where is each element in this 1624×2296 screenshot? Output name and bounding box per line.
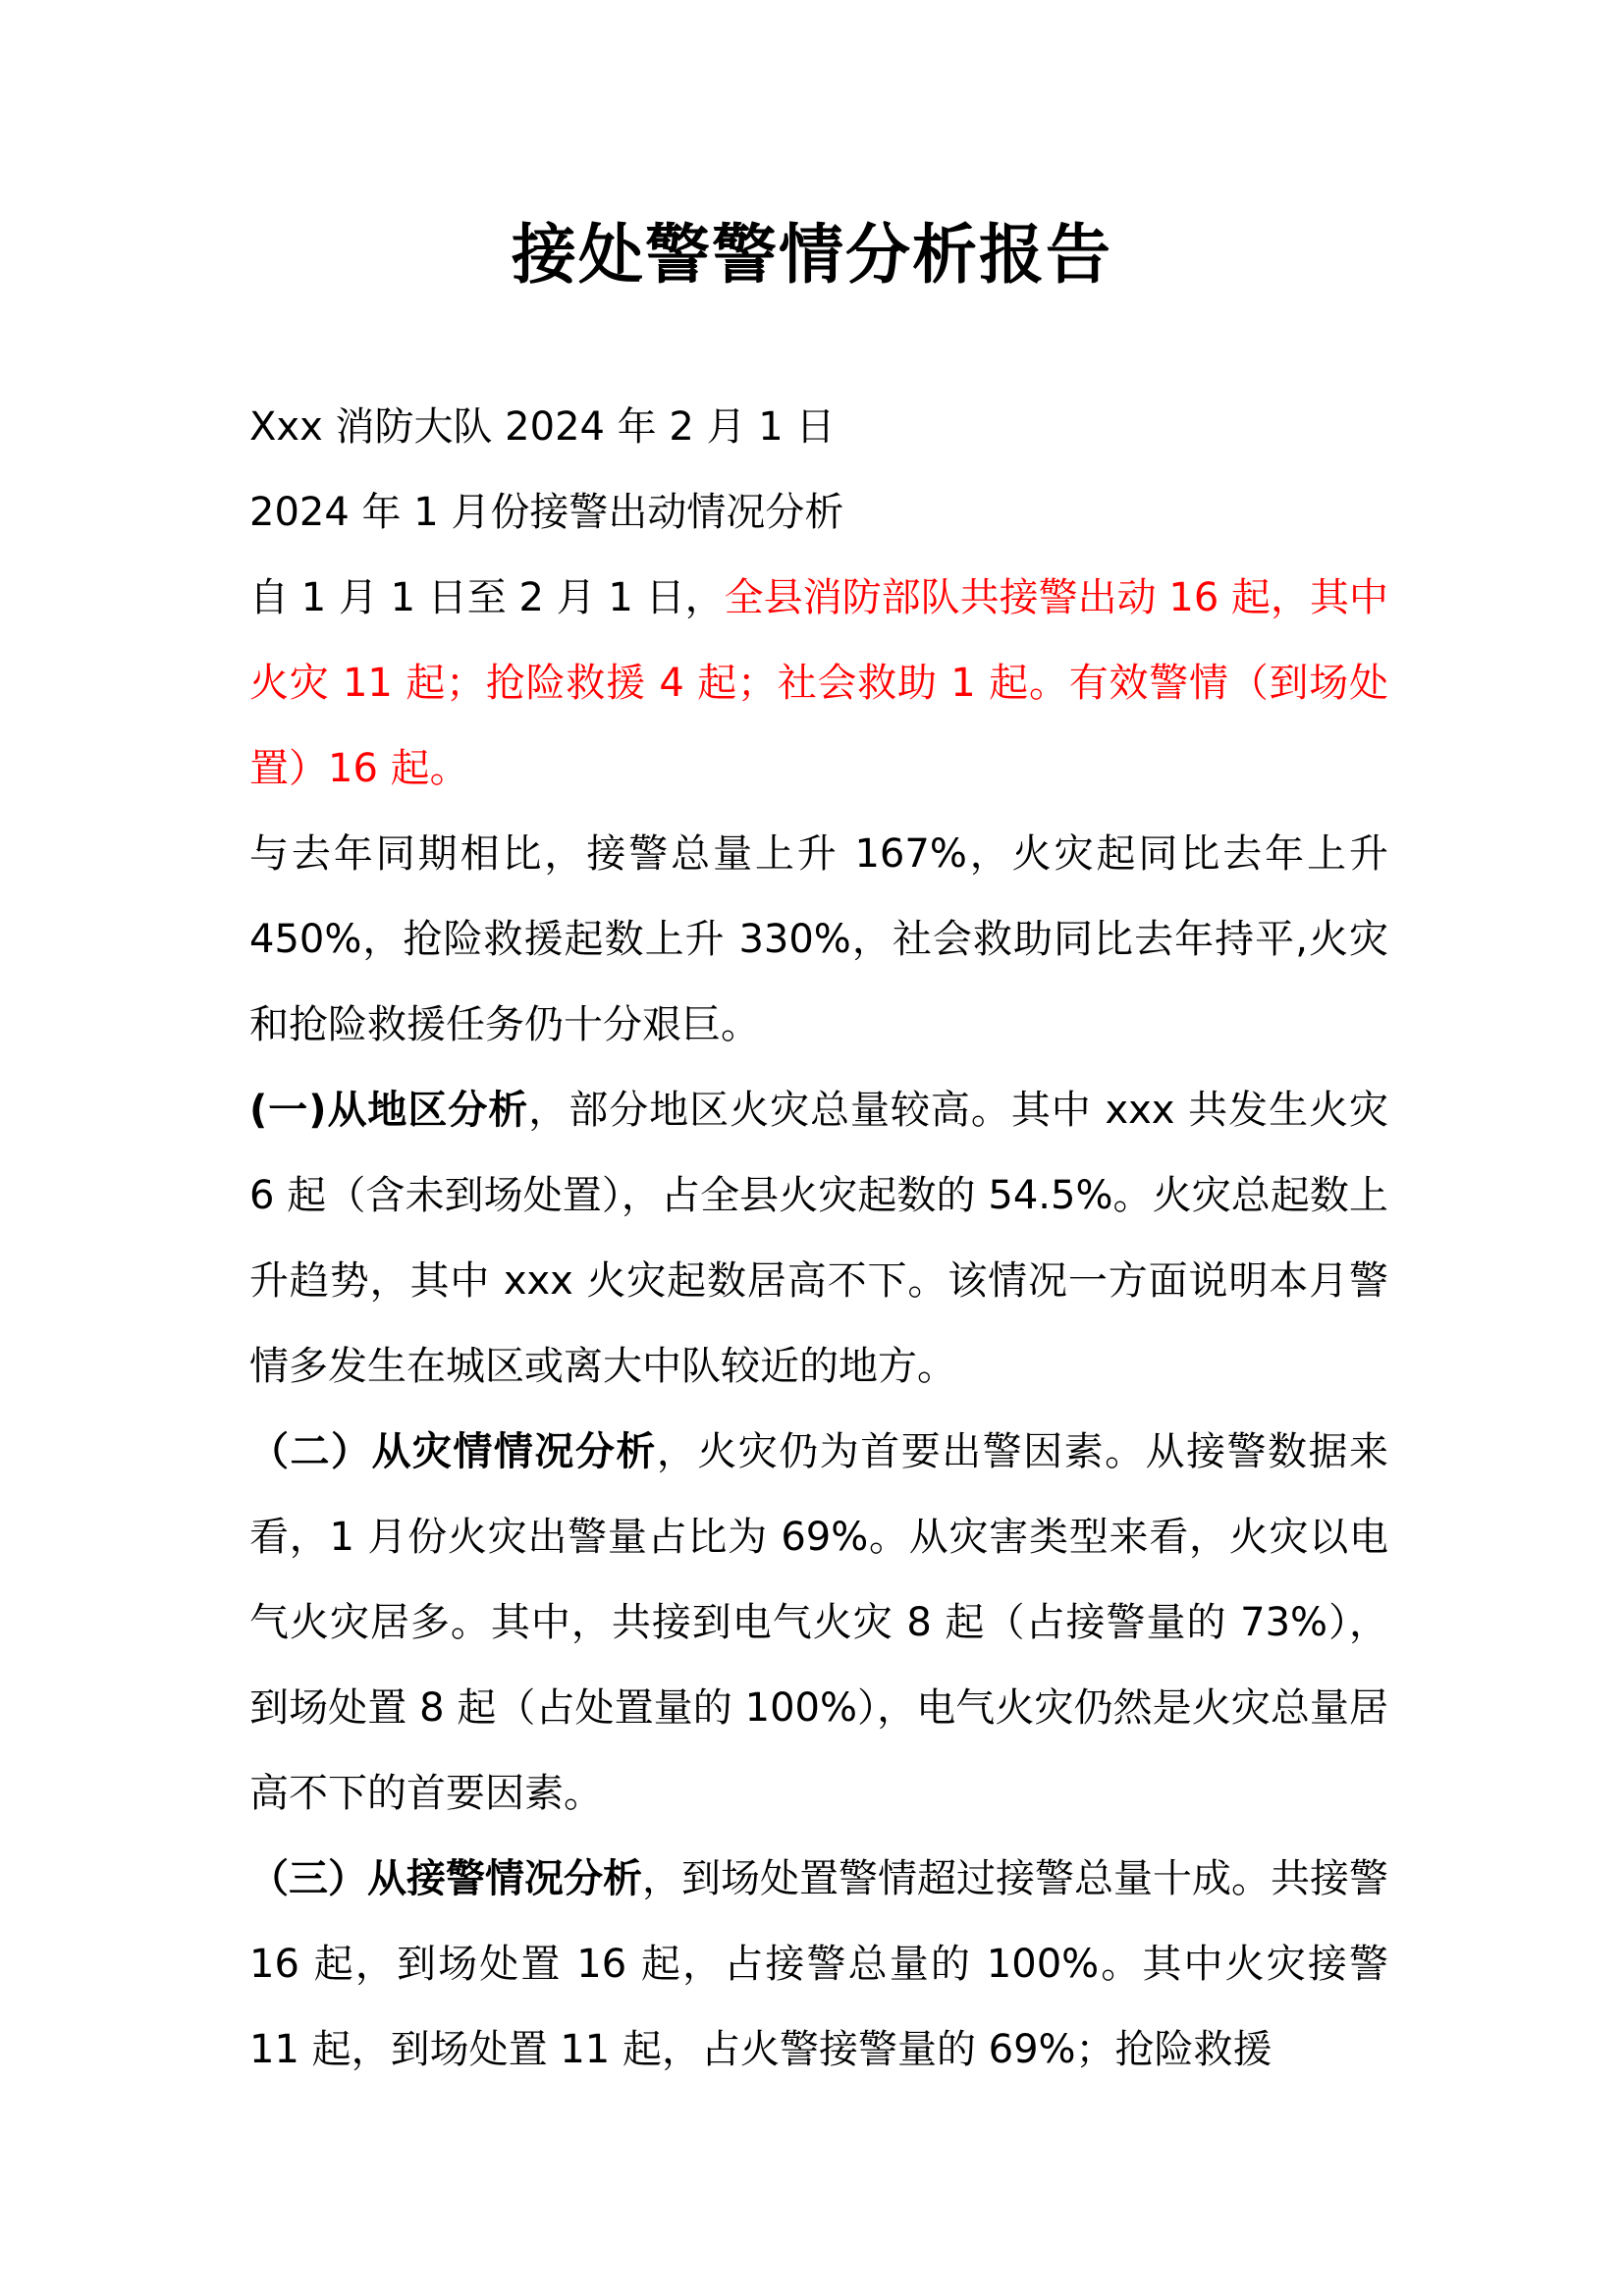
document-body <box>249 385 1388 2093</box>
section-body: ，到场处置警情超过接警总量十成。共接警 16 起，到场处置 16 起，占接警总量的 100%。其中火灾接警 11 起，到场处置 11 起，占火警接警量的 69%；抢险救援 <box>249 1856 1388 2072</box>
document-title: 接处警警情分析报告 <box>512 217 1112 293</box>
summary-highlight: 全县消防部队共接警出动 16 起，其中火灾 11 起；抢险救援 4 起；社会救助 1 起。有效警情（到场处置）16 起。 <box>249 575 1389 791</box>
comparison-paragraph: 与去年同期相比，接警总量上升 167%，火灾起同比去年上升 450%，抢险救援起数上升 330%，社会救助同比去年持平,火灾和抢险救援任务仍十分艰巨。 <box>249 831 1388 1047</box>
summary-lead: 自 1 月 1 日至 2 月 1 日， <box>249 575 725 620</box>
section-heading: （三）从接警情况分析 <box>249 1856 642 1901</box>
section-body: ，部分地区火灾总量较高。其中 xxx 共发生火灾 6 起（含未到场处置），占全县火灾起数的 54.5%。火灾总起数上升趋势，其中 xxx 火灾起数居高不下。该情况一方面说明本月警情多发生在城区或离大中队较近的地方。 <box>249 1088 1389 1389</box>
section-heading: (一)从地区分析 <box>249 1088 529 1133</box>
section-body: ，火灾仍为首要出警因素。从接警数据来看，1 月份火灾出警量占比为 69%。从灾害类型来看，火灾以电气火灾居多。其中，共接到电气火灾 8 起（占接警量的 73%），到场处置 8 起（占处置量的 100%），电气火灾仍然是火灾总量居高不下的首要因素。 <box>249 1429 1389 1816</box>
report-subtitle: 2024 年 1 月份接警出动情况分析 <box>249 490 844 535</box>
section-disaster-analysis <box>249 1410 1388 1837</box>
byline: Xxx 消防大队 2024 年 2 月 1 日 <box>249 404 836 450</box>
summary-paragraph <box>249 556 1388 812</box>
section-heading: （二）从灾情情况分析 <box>249 1429 657 1474</box>
section-region-analysis <box>249 1068 1388 1410</box>
section-alarm-analysis <box>249 1837 1388 2093</box>
